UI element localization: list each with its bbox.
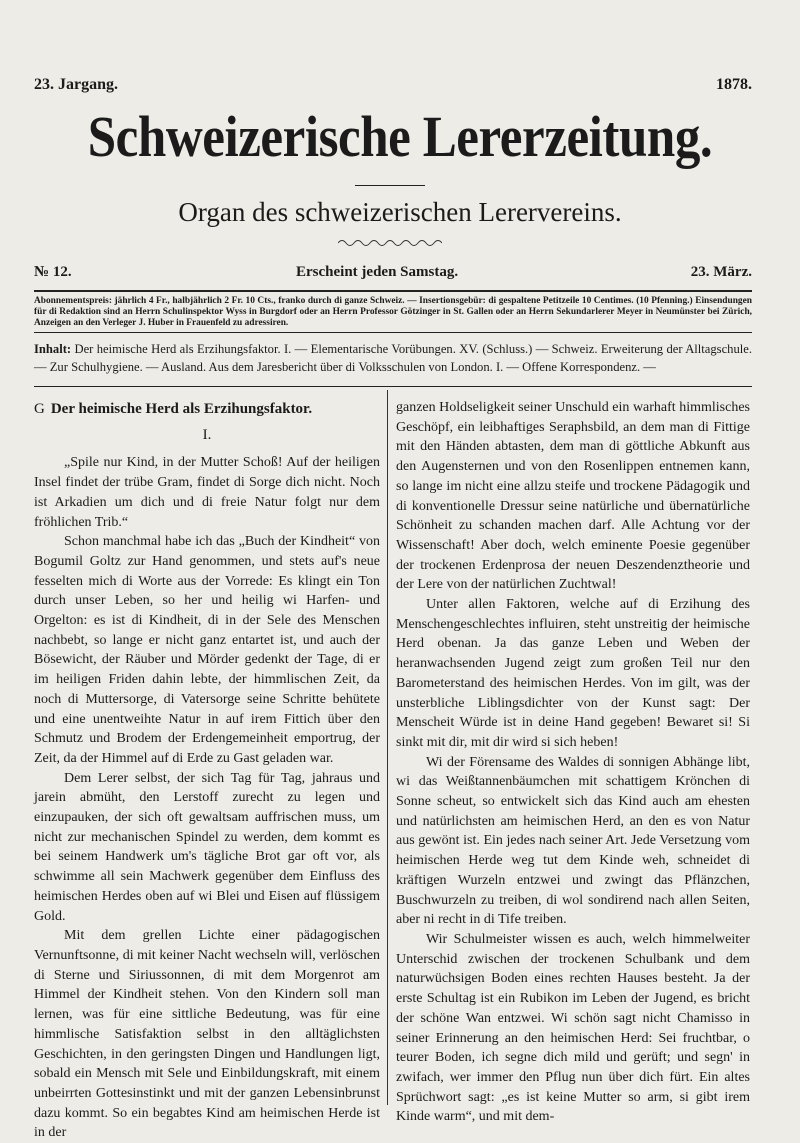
issue-info-row: [34, 264, 752, 286]
contents-text: Der heimische Herd als Erzihungsfaktor. I. — Elementarische Vorübungen. XV. (Schluss.) — Schweiz. Erweiterung der Alltagschule. — Zur Schulhygiene. — Ausland. Aus dem Jaresbericht über di Volksschulen von London. I. — Offene Korrespondenz. —: [34, 342, 752, 374]
paragraph: ganzen Holdseligkeit seiner Unschuld ein warhaft himmlisches Geschöpf, ein leibhaftiges Seraphsbild, an dem man di Fittige mit den Händen abtasten, dem man di göttliche Abkunft aus den Augensternen und von den Rosenlippen entnemen kann, so lange im nicht eine allzu steife und trockene Pädagogik und di konventionelle Dressur seine natürliche und übernatürliche Schönheit zu schanden machen darf. Alle Achtung vor der Wissenschaft! Aber doch, welch eminente Poesie gegenüber der trockenen Erdenprosa der neuen Deszendenztheorie und der Lere von der natürlichen Zuchtwal!: [396, 400, 750, 593]
contents-label: Inhalt:: [34, 342, 72, 356]
divider-rule: [34, 332, 752, 333]
article-title: Der heimische Herd als Erzihungsfaktor.: [50, 401, 313, 417]
paragraph: Wir Schulmeister wissen es auch, welch himmelweiter Unterschid zwischen der trockenen Schulbank und dem naturwüchsigen Boden eines rechten Hauses besteht. Ja der erste Schultag ist ein Rubikon im Leben der Jugend, es bricht der schöne Wan entzwei. Wi schön sagt nicht Chamisso in seiner Erinnerung an den heimischen Herd: Sei fruchtbar, o teurer Boden, ich segne dich mild und gerüft; und segn' in zwifach, wer immer den Pflug nun über dich fürt. Ein altes Sprüchwort sagt: „es ist keine Mutter so arm, si gibt irem Kinde warm“, und mit dem-: [396, 931, 750, 1125]
volume-year-line: [34, 76, 752, 96]
year-label: 1878.: [716, 76, 752, 93]
volume-label: 23. Jargang.: [34, 76, 118, 93]
paragraph: Dem Lerer selbst, der sich Tag für Tag, jahraus und jarein abmüht, den Lerstoff zurecht zu legen und einzupauken, der sich oft gewaltsam auffrischen muss, um nicht zur mechanischen Spindel zu werden, dem kommt es bei seinem Handwerk um's tägliche Brot gar oft vor, als schwimme all sein Machwerk gegenüber dem Einfluss des heimischen Herdes oben auf wi Blei und Eisen auf flüssigem Gold.: [34, 770, 380, 924]
article-title-line: [34, 400, 380, 420]
masthead-title: Schweizerische Lererzeitung.: [87, 104, 713, 169]
paragraph: Wi der Förensame des Waldes di sonnigen Abhänge libt, wi das Weißtannenbäumchen mit schattigem Krönchen di Sonne scheut, so entwickelt sich das Kind auch am ehesten und natürlichsten am heimischen Herd, an den es von Natur aus gewönt ist. Ein jedes nach seiner Art. Jede Versetzung vom heimischen Herde weg tut dem Kinde weh, schneidet di kräftigen Wurzeln entzwei und zwingt das Pflänzchen, Buschwurzeln zu treiben, di wol sondirend nach allen Seiten, aber ni recht in di Tife treiben.: [396, 754, 750, 928]
issue-date: 23. März.: [690, 264, 752, 280]
left-column: [34, 398, 380, 1143]
paragraph: Schon manchmal habe ich das „Buch der Kindheit“ von Bogumil Goltz zur Hand genommen, und stets auf's neue fesselten mich di Worte aus der Vorrede: Es klingt ein Ton durch unser Leben, so her und heilig wi Harfen- und Orgelton: es ist di Kindheit, di in der Sele des Menschen nachbebt, so lange er nicht ganz entartet ist, und auch der Bösewicht, der Räuber und Mörder gedenkt der Tage, di er im heiligen Friden dahin lebte, der himmlischen Zeit, da noch di Muttersorge, di Vatersorge seine Schritte behütete und eine unentweihte Natur in auf irem Fittich über den Schmutz und Brodem der Erdengemeinheit emportrug, der Zeit, da der Himmel auf di Erde zu Gast geladen war.: [34, 534, 380, 766]
right-column: [396, 398, 750, 1127]
paragraph: Mit dem grellen Lichte einer pädagogischen Vernunftsonne, di mit keiner Nacht wechseln will, verlöschen di Sterne und Siriussonnen, di mit dem Morgenrot am Himmel der Kindheit stehen. Von den Kindern soll man lernen, was für eine sittliche Bedeutung, was für eine himmlische Satisfaktion selbst in den alltäglichsten Geschichten, in den geringsten Dingen und Handlungen ligt, sobald ein Mensch mit Sele und Einbildungskraft, mit einem unbeirrten Gottesinstinkt und mit der ganzen Lebensinbrunst dazu kommt. So ein begabtes Kind am heimischen Herde ist in der: [34, 928, 380, 1141]
paragraph: Unter allen Faktoren, welche auf di Erzihung des Menschengeschlechtes influiren, steht unstreitig der heimische Herd obenan. Ja das ganze Leben und Weben der heranwachsenden Jugend zeigt zum großen Teil nur den Barometerstand des heimischen Herdes. Von im gilt, was der unsterbliche Liblingsdichter von der Kunst sagt: Der Menscheit Würde ist in deine Hand gegeben! Bewaret si! Si sinkt mit dir, mit dir wird si sich heben!: [396, 597, 750, 750]
divider-rule: [34, 386, 752, 387]
ornament-wave: [338, 238, 442, 248]
masthead-subtitle: Organ des schweizerischen Lerervereins.: [178, 197, 622, 227]
column-divider: [387, 390, 388, 1105]
divider-rule: [34, 290, 752, 292]
table-of-contents: [34, 340, 752, 376]
issue-number: № 12.: [34, 264, 72, 280]
article-marker: G: [34, 401, 45, 417]
issue-frequency: Erscheint jeden Samstag.: [296, 264, 459, 280]
paragraph: „Spile nur Kind, in der Mutter Schoß! Auf der heiligen Insel findet der trübe Gram, findet di Sorge dich nicht. Noch ist Arkadien um dich und di freie Natur folgt nur dem fröhlichen Trib.“: [34, 455, 380, 530]
section-number: I.: [202, 426, 212, 443]
masthead-divider: [355, 185, 425, 186]
subscription-info: Abonnementspreis: jährlich 4 Fr., halbjährlich 2 Fr. 10 Cts., franko durch di ganze Schweiz. — Insertionsgebür: di gespaltene Petitzeile 10 Centimes. (10 Pfenning.) Einsendungen für di Redaktion sind an Herrn Schulinspektor Wyss in Burgdorf oder an Herrn Professor Götzinger in St. Gallen oder an Herrn Sekundarlerer Meyer in Neumünster bei Zürich, Anzeigen an den Verleger J. Huber in Frauenfeld zu adressiren.: [34, 296, 752, 328]
